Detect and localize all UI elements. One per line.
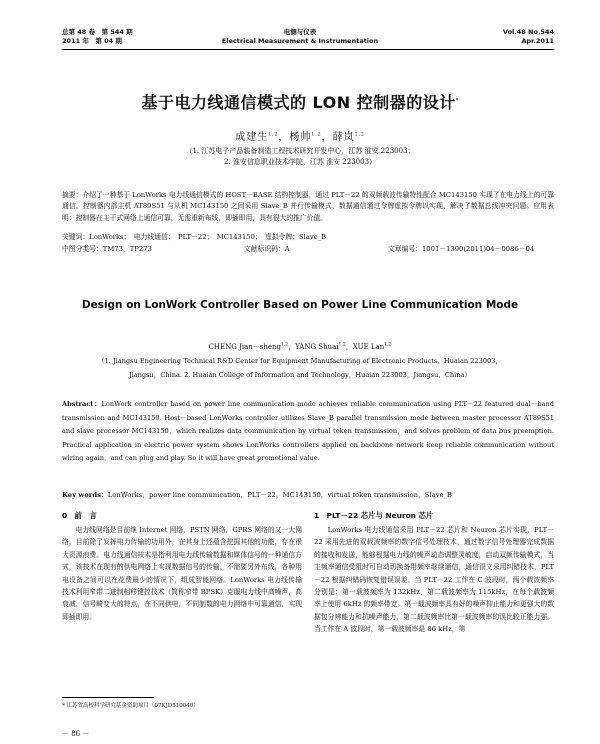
author-cn-2: ，杨帅 [278,132,312,143]
author-sup-1: 1,2 [268,132,279,138]
abstract-en-label: Abstract： [62,400,102,408]
author-sup-2: 1,2 [311,132,322,138]
header-volume: 总第 48 卷 第 544 期 [62,28,133,36]
clc-number: 中图分类号：TM73，TP273 [62,245,152,253]
page-number: － 86 － [62,730,90,738]
author-cn-1: 成建生 [235,132,269,143]
authors-cn [0,128,600,143]
abstract-en [62,398,554,466]
title-cn [0,90,600,113]
title-cn-text: 基于电力线通信模式的 LON 控制器的设计 [141,93,456,112]
keywords-en-text: LonWorks，power line communication，PLT－22，MC143150，virtual token transmission，Slave_B [107,491,452,499]
affiliation-en-1: （1. Jiangsu Engineering Technical R&D Center for Equipment Manufacturing of Electronic Products，Huaian 223003， [98,357,502,365]
author-en-sup-2: 1,2 [338,342,346,348]
author-en-sup-1: 1,2 [281,342,289,348]
section-0-heading: 0 前 言 [62,511,97,520]
footnote: * 江苏省高校科学研究基金资助项目（07KJD510040） [62,703,199,709]
abstract-cn: 摘要：介绍了一种基于 LonWorks 电力线通信模式的 HOST－BASE 结构控制器，通过 PLT－22 的双频载波传输特性配合 MC143150 实现了在电力线上的可靠通信。控制器内部主机 AT89S51 与从机 MC143150 之间采用 Slave_B 并行传输模式，数据通信通过令牌虚拟令牌以实现，解决了数据总线冲突问题。应用表明：控制器在主干式网络上通信可靠，无需重新布线，即插即用，具有很大的推广价值。 [62,191,554,222]
affiliation-en [0,354,600,382]
author-en-1: CHENG Jian－sheng [208,343,282,351]
keywords-en-label: Key words： [62,491,108,499]
header-date: Apr.2011 [521,37,554,45]
authors-en [0,342,600,352]
journal-name-cn: 电测与仪表 [283,28,317,36]
footnote-rule [62,697,154,698]
section-0-text: 电力线网络是目前继 Internet 网络，PSTN 网络，GPRS 网络的又一大网络，目前除了发挥电力传输的功用外，在其身上还蕴含挖掘其他的功能，存在很大资源浪费。电力线通信技术是指利用电力线传输数据和媒体信号的一种通信方式，该技术在现有的供电网络上实现数据信号的传输，不需要另外布线，各种用电设备之间可以在花费最少的情况下，组成智能网络。LonWorks 电力线传输技术利用窄带二进制相移键控技术（简称窄带 BPSK）克服电力线中高噪声，高衰减，信号畸变大的特点，在不同供电，不同制数的电力网络中可靠通信，实现即插即用。 [62,526,302,621]
abstract-en-text: LonWork controller based on power line communication mode achieves reliable communication using PLT－22 featured dual－band transmission and MC143150. Host－based LonWorks controller utilizes Slave_B parallel transmission mode between master processor AT89S51 and slave processor MC143150，which realizes data communication by virtual token transmission，and solves problem of data bus preemption. Practical application in electric power system shows LonWorks controllers applied on backbone network keep reliable communication without wiring again，and can plug and play. So it will have great promotional value. [62,400,554,463]
author-en-2: ，YANG Shuai [288,343,339,351]
header-rule [62,49,554,50]
author-en-sup-3: 1,2 [384,342,392,348]
section-1-text: LonWorks 电力线通信采用 PLT－22 芯片和 Neuron 芯片实现，PLT－22 采用先进的双载波频率的数字信号处理技术，通过数字信号处理器完成数据的接收和发送，能够根据电力线的噪声动态调整灵敏度，启动双频传输模式，当主频率通信受阻时可自动切换备用频率继续通信，通信很文采用纠错技术，PLT－22 根据纠错码恢复错误误差。当 PLT－22 工作在 C 波段时，两个载波频率分别是：第一载波频率为 132kHz，第二载波频率为 115kHz，在每个载波频率上使用 6kHz 的频率带宽。第一载波频率具有好的噪声抑止能力和更强大的数据包分辨能力和抗噪声能力，第二载波频率比第一载波频率的误比较正能力强。当工作在 A 波段时，第一载波频率是 86 kHz，第 [314,526,554,634]
affiliation-cn [0,146,600,168]
title-en: Design on LonWork Controller Based on Power Line Communication Mode [81,299,519,311]
document-code: 文献标识码：A [244,245,290,253]
journal-name-en: Electrical Measurement & Instrumentation [221,37,379,45]
article-id: 文章编号：1001－1390(2011)04－0086－04 [388,245,535,253]
header-year: 2011 年 第 04 期 [62,37,122,45]
section-1-heading: 1 PLT－22 芯片与 Neuron 芯片 [314,511,434,520]
keywords-cn: 关键词：LonWorks； 电力线通信； PLT－22； MC143150； 虚拟令牌；Slave_B [62,233,327,241]
header-volume-en [503,28,554,46]
author-sup-3: 1,2 [354,132,365,138]
author-en-3: ，XUE Lan [345,343,385,351]
author-cn-3: ，薛岚 [321,132,355,143]
keywords-en [62,490,554,501]
header-vol-no: Vol.48 No.544 [502,28,554,36]
affiliation-cn-1: （1. 江苏电子产品装备制造工程技术研究开发中心，江苏 淮安 223003； [185,147,415,155]
affiliation-cn-2: 2. 淮安信息职业技术学院，江苏 淮安 223003） [223,158,377,166]
title-footnote-mark: * [455,98,459,104]
affiliation-en-2: Jiangsu，China. 2. Huaian College of Information and Technology，Huaian 223003，Jiangsu，China） [128,371,472,379]
